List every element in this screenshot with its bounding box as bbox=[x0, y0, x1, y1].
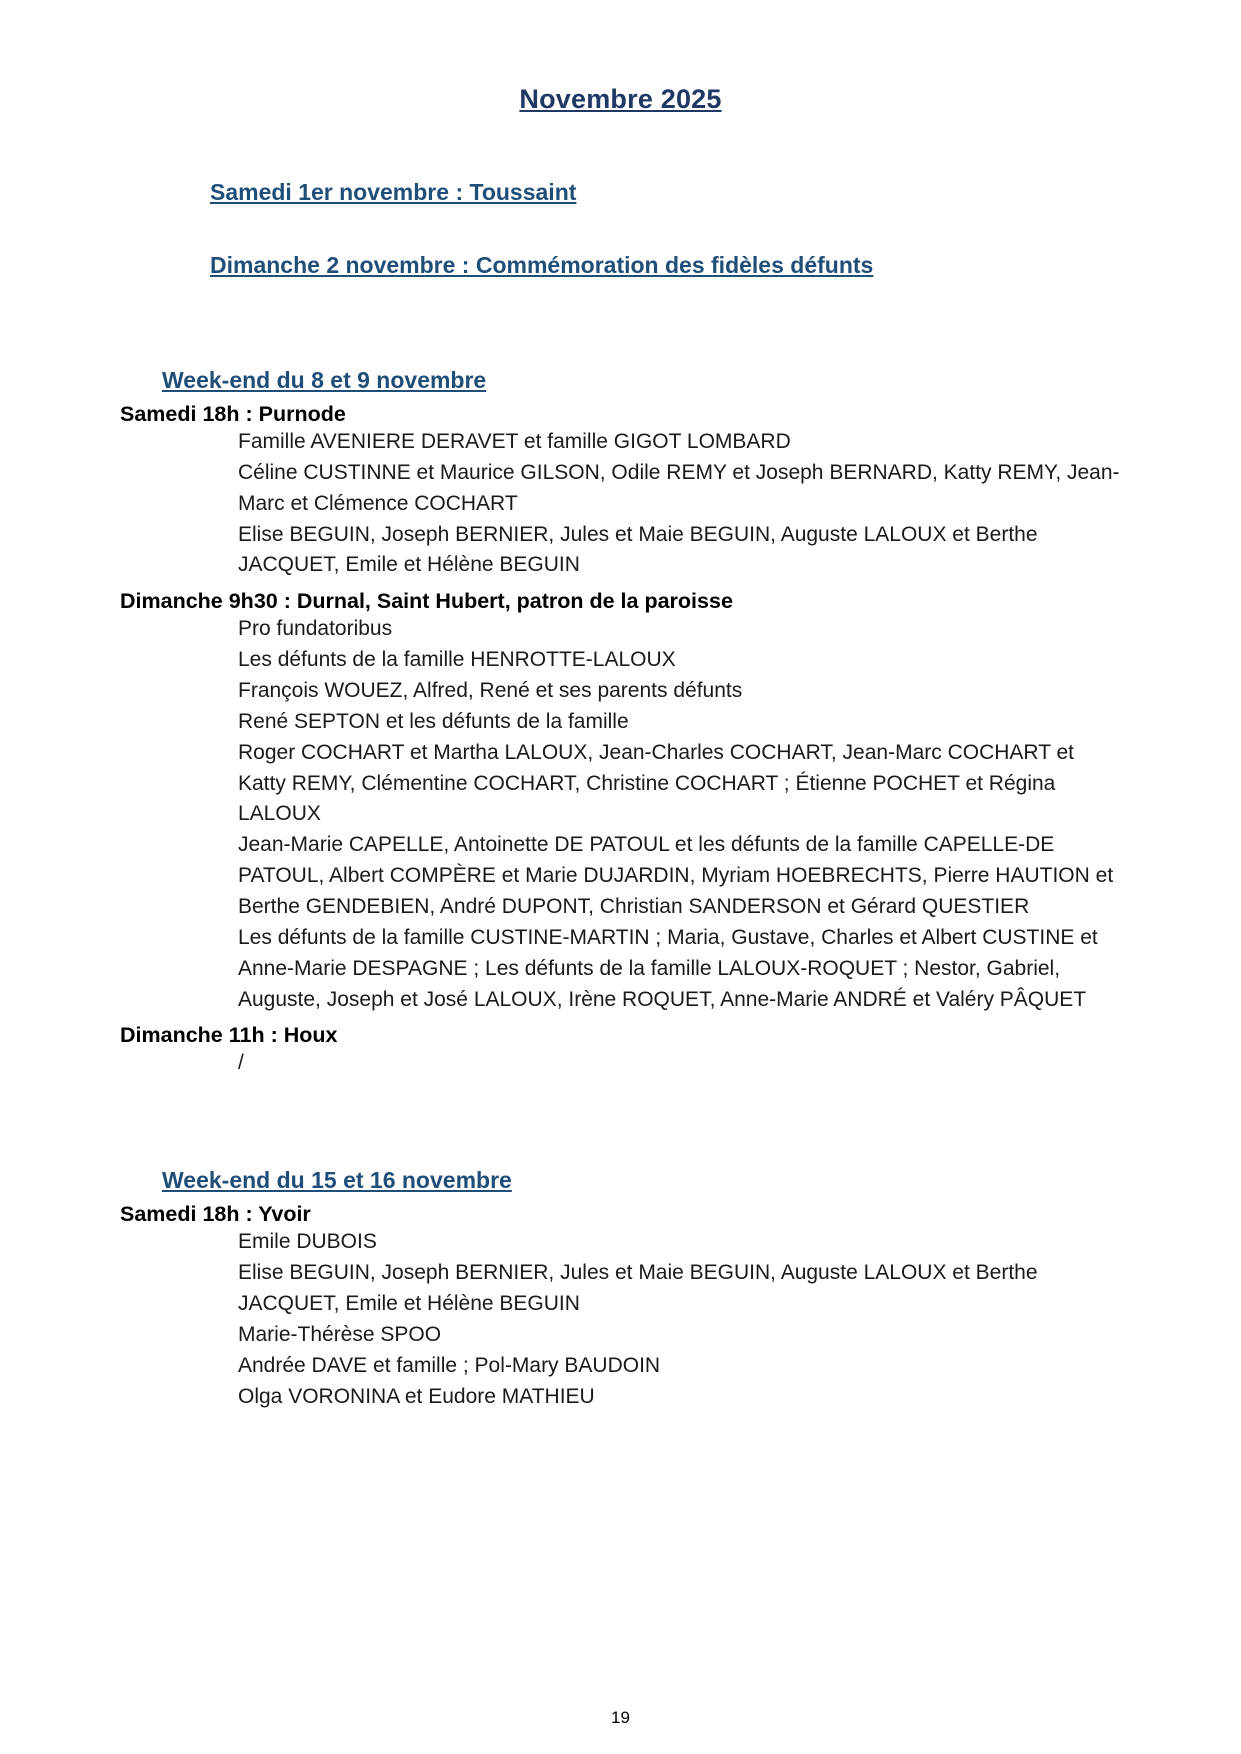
weekend-heading: Week-end du 8 et 9 novembre bbox=[162, 367, 487, 393]
intentions-list bbox=[120, 614, 1121, 1015]
intention-item: Elise BEGUIN, Joseph BERNIER, Jules et Maie BEGUIN, Auguste LALOUX et Berthe JACQUET, Emile et Hélène BEGUIN bbox=[238, 1261, 1038, 1316]
intention-item: Andrée DAVE et famille ; Pol-Mary BAUDOIN bbox=[238, 1353, 661, 1377]
intention-item: Elise BEGUIN, Joseph BERNIER, Jules et Maie BEGUIN, Auguste LALOUX et Berthe JACQUET, Emile et Hélène BEGUIN bbox=[238, 522, 1038, 577]
intention-item: Famille AVENIERE DERAVET et famille GIGOT LOMBARD bbox=[238, 430, 791, 453]
weekend-section-8-9-novembre bbox=[120, 367, 1121, 1079]
spacer bbox=[120, 115, 1121, 133]
mass-heading-dimanche-houx: Dimanche 11h : Houx bbox=[120, 1023, 338, 1048]
intention-item: Jean-Marie CAPELLE, Antoinette DE PATOUL et les défunts de la famille CAPELLE-DE PATOUL, Albert COMPÈRE et Marie DUJARDIN, Myriam HOEBRECHTS, Pierre HAUTION et Berthe GENDEBIEN, André DUPONT, Christian SANDERSON et Gérard QUESTIER bbox=[238, 833, 1114, 919]
spacer bbox=[120, 279, 1121, 313]
mass-heading-samedi-yvoir: Samedi 18h : Yvoir bbox=[120, 1202, 311, 1227]
intention-item: René SEPTON et les défunts de la famille bbox=[238, 709, 629, 733]
intention-item: Céline CUSTINNE et Maurice GILSON, Odile REMY et Joseph BERNARD, Katty REMY, Jean-Marc et Clémence COCHART bbox=[238, 460, 1120, 515]
intentions-list bbox=[120, 1048, 1121, 1079]
weekend-heading: Week-end du 15 et 16 novembre bbox=[162, 1167, 512, 1194]
page-number: 19 bbox=[611, 1708, 630, 1727]
spacer bbox=[120, 1079, 1121, 1113]
intention-item: Les défunts de la famille HENROTTE-LALOUX bbox=[238, 648, 676, 672]
intention-item: Roger COCHART et Martha LALOUX, Jean-Charles COCHART, Jean-Marc COCHART et Katty REMY, Clémentine COCHART, Christine COCHART ; Étienne POCHET et Régina LALOUX bbox=[238, 740, 1074, 826]
intention-item: François WOUEZ, Alfred, René et ses parents défunts bbox=[238, 679, 743, 703]
intention-item: Marie-Thérèse SPOO bbox=[238, 1322, 442, 1346]
intention-item: Pro fundatoribus bbox=[238, 617, 393, 641]
intentions-list bbox=[120, 427, 1121, 581]
mass-heading-dimanche-durnal: Dimanche 9h30 : Durnal, Saint Hubert, patron de la paroisse bbox=[120, 589, 733, 614]
intention-item: / bbox=[238, 1051, 244, 1075]
intention-item: Les défunts de la famille CUSTINE-MARTIN ; Maria, Gustave, Charles et Albert CUSTINE et Anne-Marie DESPAGNE ; Les défunts de la famille LALOUX-ROQUET ; Nestor, Gabriel, Auguste, Joseph et José LALOUX, Irène ROQUET, Anne-Marie ANDRÉ et Valéry PÂQUET bbox=[238, 925, 1098, 1011]
feast-heading-defunts: Dimanche 2 novembre : Commémoration des fidèles défunts bbox=[210, 252, 874, 278]
intention-item: Olga VORONINA et Eudore MATHIEU bbox=[238, 1384, 595, 1408]
intentions-list bbox=[120, 1227, 1121, 1412]
mass-heading-samedi-purnode: Samedi 18h : Purnode bbox=[120, 402, 346, 426]
weekend-section-15-16-novembre bbox=[120, 1167, 1121, 1412]
intention-item: Emile DUBOIS bbox=[238, 1230, 377, 1254]
feast-heading-toussaint: Samedi 1er novembre : Toussaint bbox=[210, 179, 577, 205]
page-title: Novembre 2025 bbox=[519, 84, 722, 114]
